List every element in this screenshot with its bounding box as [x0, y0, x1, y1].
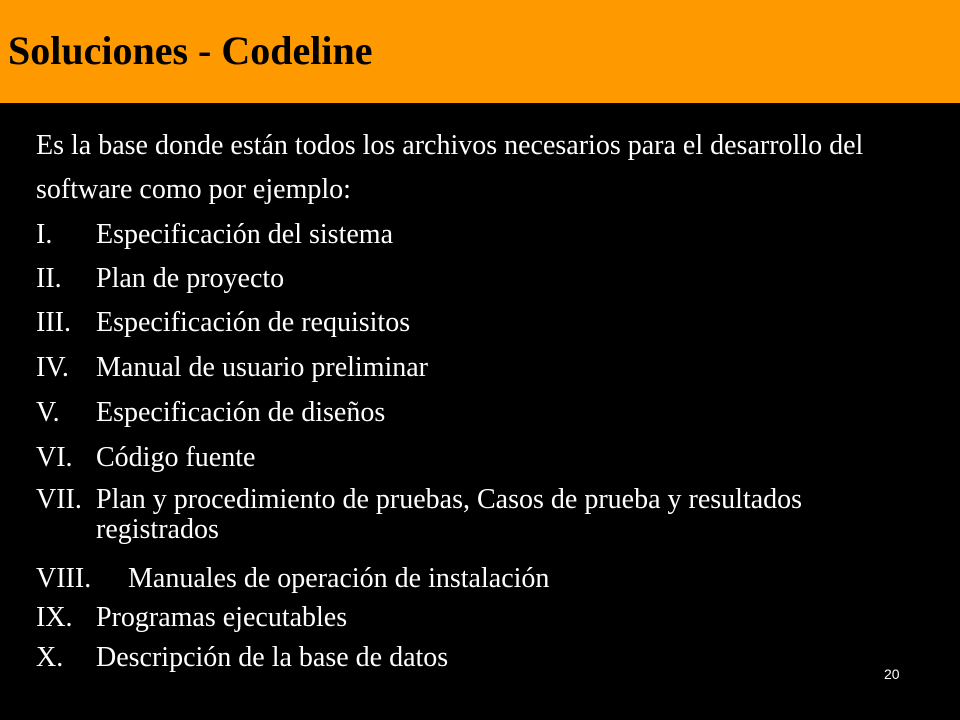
list-item-text: Manuales de operación de instalación — [128, 563, 550, 594]
list-item-number: VI. — [36, 442, 73, 473]
list-item-text: Manual de usuario preliminar — [96, 352, 429, 383]
list-item-text: Plan de proyecto — [96, 263, 285, 294]
list-item-text: Código fuente — [96, 442, 256, 473]
list-item-number: IV. — [36, 352, 69, 383]
list-item-number: IX. — [36, 602, 73, 633]
title-bar — [0, 0, 960, 103]
list-item-text: Especificación del sistema — [96, 219, 393, 250]
slide-title: Soluciones - Codeline — [8, 28, 373, 73]
list-item-text: Especificación de diseños — [96, 397, 386, 428]
list-item-number: VIII. — [36, 563, 92, 594]
list-item-number: V. — [36, 397, 60, 428]
list-item-number: III. — [36, 307, 71, 338]
list-item-number: X. — [36, 642, 64, 673]
page-number: 20 — [884, 666, 900, 682]
list-item-number: I. — [36, 219, 53, 250]
list-item-text: Plan y procedimiento de pruebas, Casos de prueba y resultados registrados — [96, 484, 803, 545]
list-item-text: Especificación de requisitos — [96, 307, 411, 338]
list-item-number: II. — [36, 263, 62, 294]
intro-paragraph: Es la base donde están todos los archivos necesarios para el desarrollo del software como por ejemplo: — [36, 130, 864, 205]
list-item-text: Descripción de la base de datos — [96, 642, 449, 673]
list-item-text: Programas ejecutables — [96, 602, 348, 633]
list-item-number: VII. — [36, 484, 82, 515]
